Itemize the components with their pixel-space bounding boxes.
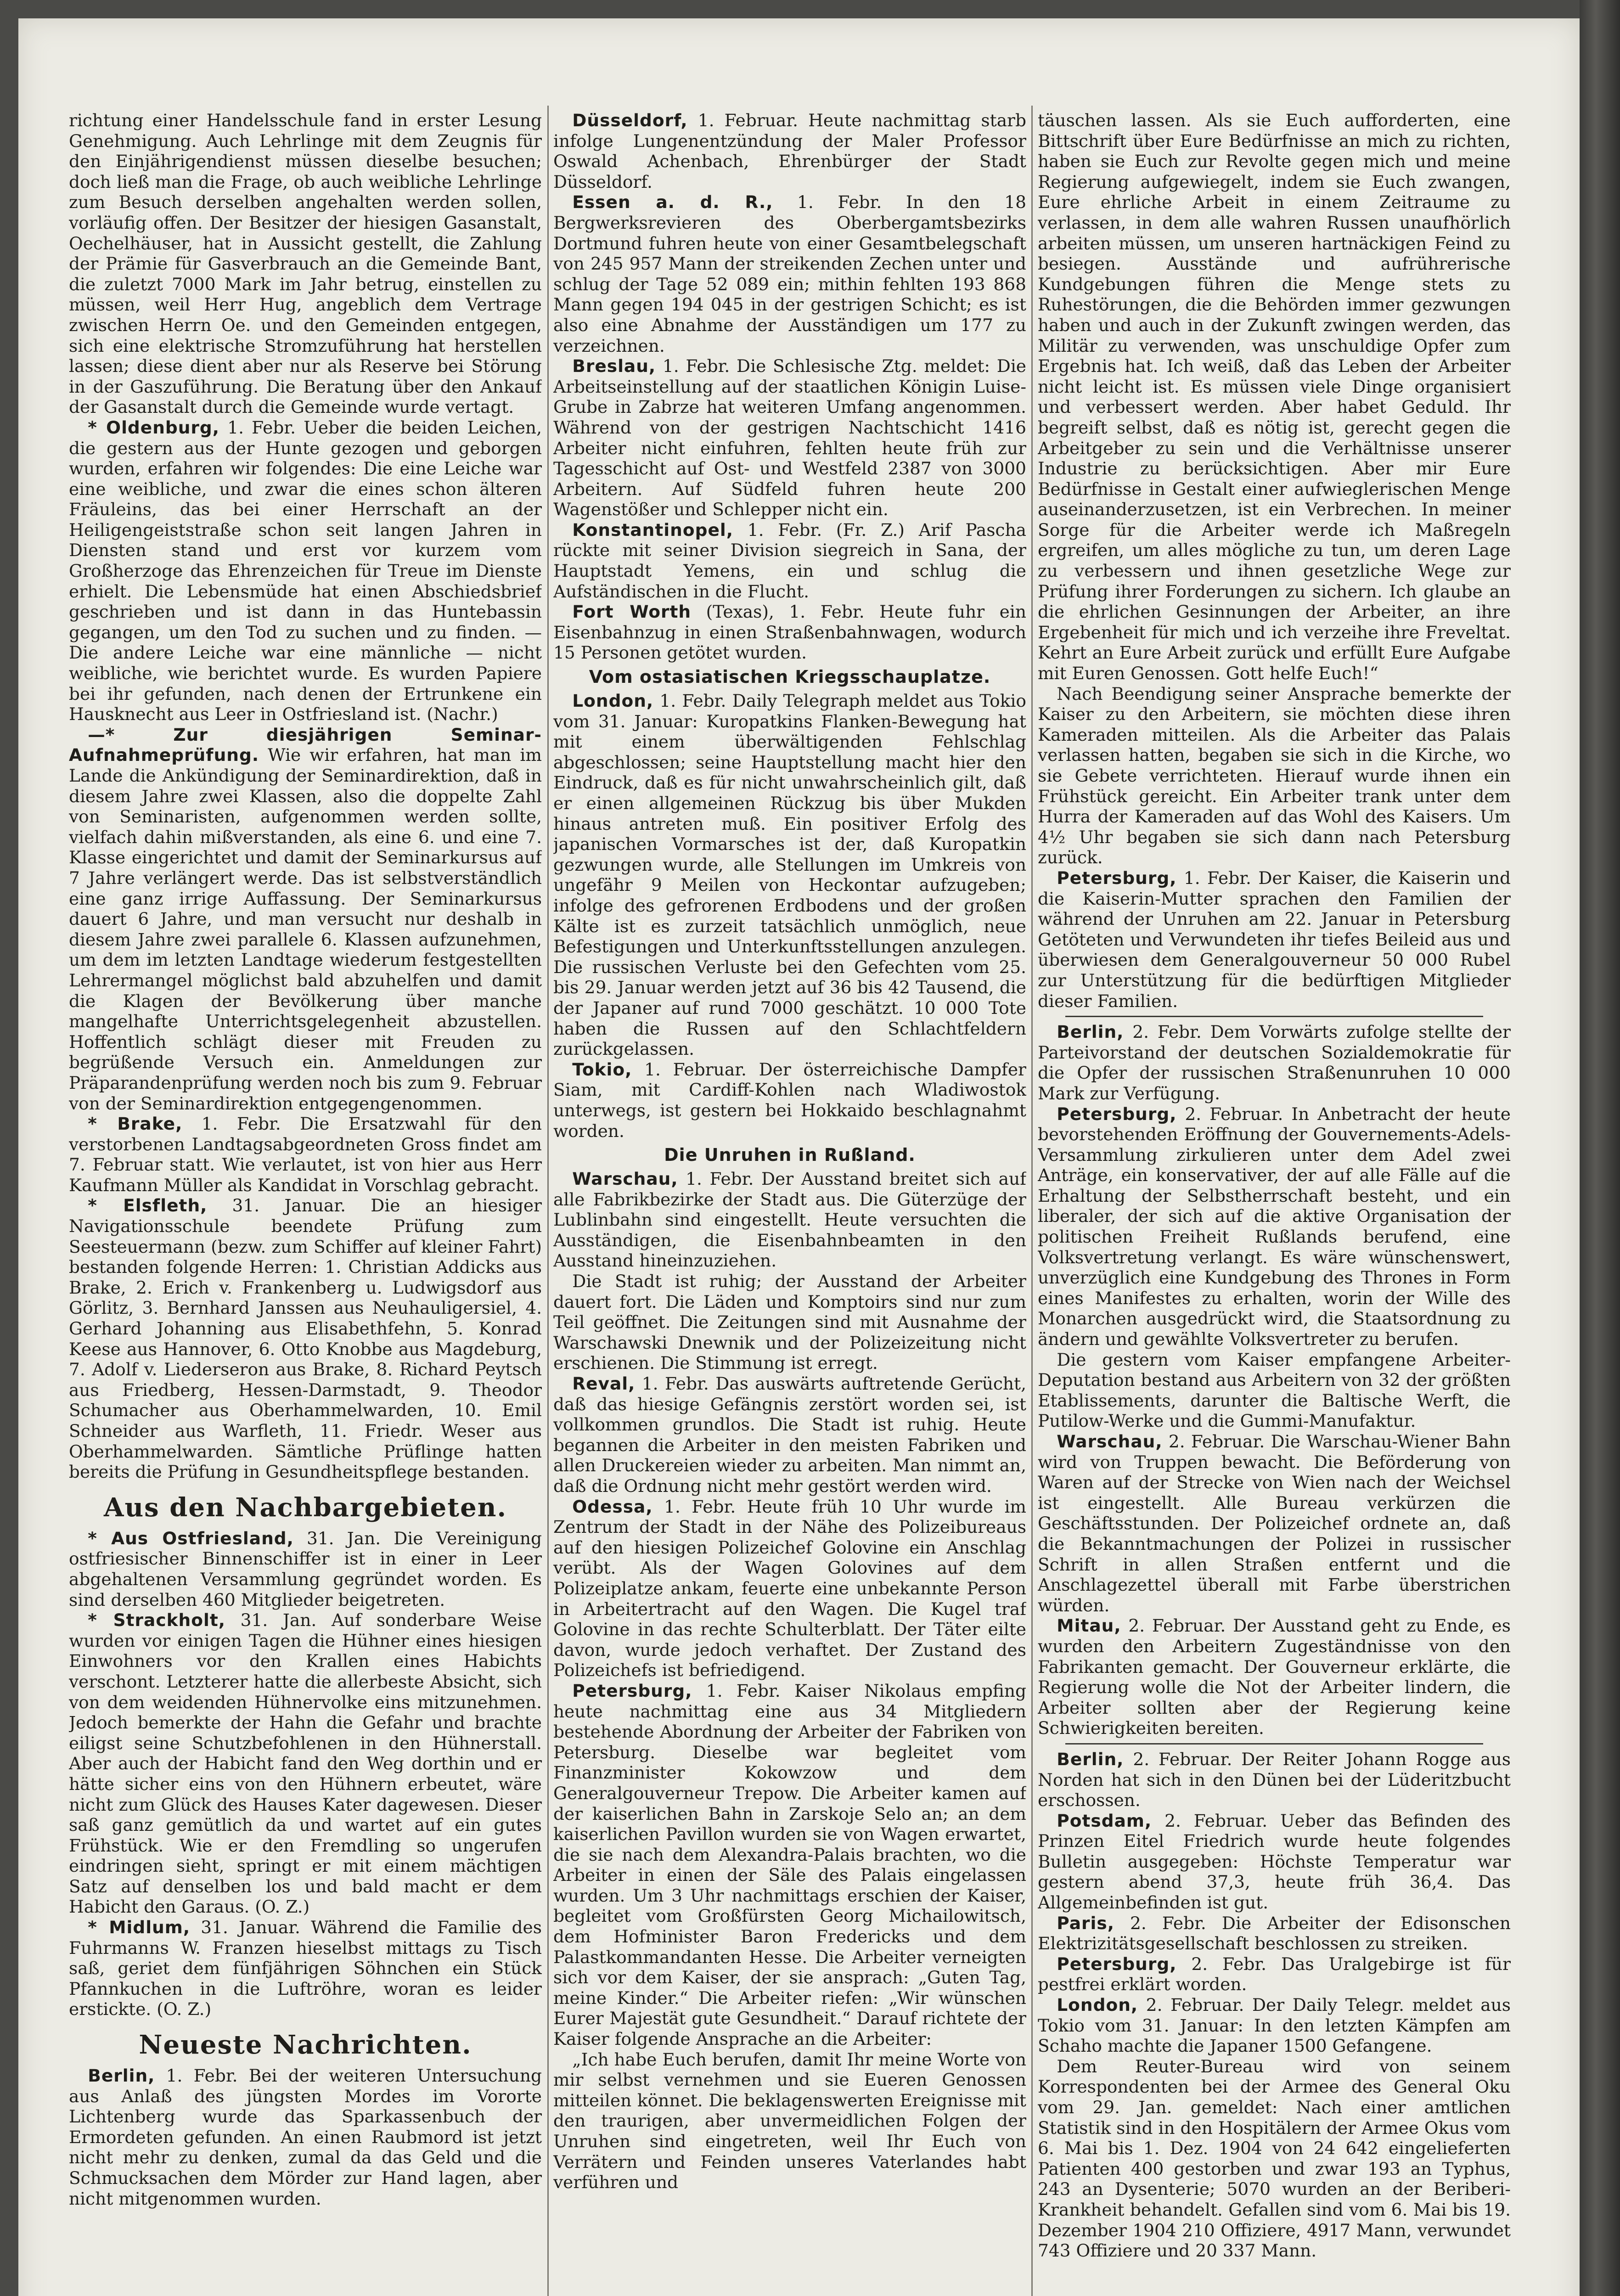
section-heading: Neueste Nachrichten. bbox=[139, 2030, 472, 2060]
dateline: * Strackholt, bbox=[88, 1610, 226, 1631]
dateline: Paris, bbox=[1057, 1913, 1114, 1933]
dateline: Düsseldorf, bbox=[572, 110, 688, 130]
paragraph-text: Nach Beendigung seiner Ansprache bemerkte der Kaiser zu den Arbeitern, sie möchten diese ihren Kameraden mitteilen. Als die Arbeiter das Palais verlassen hatten, begaben sie sich in die Kirche, wo sie Gebete verrichteten. Hierauf wurde ihnen ein Frühstück gereicht. Ein Arbeiter trank unter dem Hurra der Kameraden auf das Wohl des Kaisers. Um 4½ Uhr begaben sie sich dann nach Petersburg zurück. bbox=[1038, 683, 1511, 868]
paragraph-text: 1. Februar. Der österreichische Dampfer Siam, mit Cardiff-Kohlen nach Wladiwostok unterwegs, ist gestern bei Hokkaido beschlagnahmt worden. bbox=[553, 1059, 1026, 1141]
binding-edge bbox=[1580, 0, 1620, 2296]
article-paragraph bbox=[69, 1528, 542, 1610]
paragraph-text: „Ich habe Euch berufen, damit Ihr meine Worte von mir selbst vernehmen und sie Eueren Genossen mitteilen könnet. Die beklagenswerten Ereignisse mit den traurigen, aber unvermeidlichen Folgen der Unruhen sind eingetreten, weil Ihr Euch von Verrätern und Feinden unseres Vaterlandes habt verführen und bbox=[553, 2049, 1026, 2193]
column-2 bbox=[553, 110, 1026, 2296]
dateline: —* Zur diesjährigen Seminar-Aufnahmeprüfung. bbox=[69, 724, 542, 765]
article-paragraph bbox=[553, 192, 1026, 356]
article-paragraph bbox=[1038, 1615, 1511, 1739]
article-paragraph bbox=[1038, 1431, 1511, 1615]
article-paragraph bbox=[1038, 684, 1511, 868]
paragraph-text: Wie wir erfahren, hat man im Lande die Ankündigung der Seminardirektion, daß in diesem Jahre zwei Klassen, also die doppelte Zahl von Seminaristen, aufgenommen werden sollte, vielfach dahin mißverstanden, als eine 6. und eine 7. Klasse eingerichtet und damit der Seminarkursus auf 7 Jahre verlängert werde. Das ist selbstverständlich eine ganz irrige Auffassung. Der Seminarkursus dauert 6 Jahre, und man versucht nur deshalb in diesem Jahre zwei parallele 6. Klassen aufzunehmen, um dem im letzten Landtage wiederum festgestellten Lehrermangel möglichst bald abzuhelfen und damit die Klagen der Bevölkerung über manche mangelhafte Unterrichtsgelegenheit abzustellen. Hoffentlich schlägt dieser mit Freuden zu begrüßende Versuch ein. Anmeldungen zur Präparandenprüfung werden noch bis zum 9. Februar von der Seminardirektion entgegengenommen. bbox=[69, 745, 542, 1114]
article-paragraph bbox=[1038, 1350, 1511, 1431]
dateline: Essen a. d. R., bbox=[572, 192, 773, 213]
dateline: Petersburg, bbox=[1057, 1953, 1177, 1974]
paragraph-text: 2. Febr. Das Uralgebirge ist für pestfrei erklärt worden. bbox=[1038, 1953, 1511, 1995]
paragraph-text: täuschen lassen. Als sie Euch aufforderten, eine Bittschrift über Eure Bedürfnisse an mich zu richten, haben sie Euch zur Revolte gegen mich und meine Regierung aufgewiegelt, indem sie Euch zwangen, Eure ehrliche Arbeit in einem Zeitraume zu verlassen, in dem alle wahren Russen unaufhörlich arbeiten müssen, um unseren hartnäckigen Feind zu besiegen. Ausstände und aufrührerische Kundgebungen führen die Menge stets zu Ruhestörungen, die die Behörden immer gezwungen haben und auch in der Zukunft zwingen werden, das Militär zu verwenden, was unschuldige Opfer zum Ergebnis hat. Ich weiß, daß das Leben der Arbeiter nicht leicht ist. Es müssen viele Dinge organisiert und verbessert werden. Aber habet Geduld. Ihr begreift selbst, daß es nötig ist, gerecht gegen die Arbeitgeber zu sein und die Verhältnisse unserer Industrie zu berücksichtigen. Aber mir Eure Bedürfnisse in Gestalt einer aufwieglerischen Menge auseinanderzusetzen, ist ein Verbrechen. In meiner Sorge für die Arbeiter werde ich Maßregeln ergreifen, um alles mögliche zu tun, um deren Lage zu verbessern und ihnen gesetzliche Wege zur Prüfung ihrer Forderungen zu sichern. Ich glaube an die ehrlichen Gesinnungen der Arbeiter, an ihre Ergebenheit für mich und ich verzeihe ihre Freveltat. Kehrt an Eure Arbeit zurück und erfüllt Eure Aufgabe mit Euren Genossen. Gott helfe Euch!“ bbox=[1038, 110, 1511, 684]
paragraph-text: 2. Februar. Der Ausstand geht zu Ende, es wurden den Arbeitern Zugeständnisse von den Fabrikanten gemacht. Der Gouverneur erklärte, die Regierung wolle die Not der Arbeiter lindern, die Arbeiter sollten aber der Regierung keine Schwierigkeiten bereiten. bbox=[1038, 1615, 1511, 1739]
paragraph-text: 2. Februar. Die Warschau-Wiener Bahn wird von Truppen bewacht. Die Beförderung von Waren auf der Strecke von Wien nach der Weichsel ist eingestellt. Alle Bureau verkürzen die Geschäftsstunden. Der Polizeichef ordnete an, daß die Bekanntmachungen der Polizei in russischer Schrift in allen Straßen entfernt und die Anschlagezettel überall mit Farbe überstrichen würden. bbox=[1038, 1431, 1511, 1615]
paragraph-text: Die gestern vom Kaiser empfangene Arbeiter-Deputation bestand aus Arbeitern von 32 der größten Etablissements, darunter die Baltische Werft, die Putilow-Werke und die Gummi-Manufaktur. bbox=[1038, 1349, 1511, 1431]
paragraph-text: 1. Februar. Heute nachmittag starb infolge Lungenentzündung der Maler Professor Oswald Achenbach, Ehrenbürger der Stadt Düsseldorf. bbox=[553, 110, 1026, 192]
dateline: Berlin, bbox=[1057, 1022, 1124, 1042]
article-paragraph bbox=[69, 1114, 542, 1195]
section-heading: Aus den Nachbargebieten. bbox=[104, 1492, 507, 1523]
newspaper-page bbox=[18, 18, 1580, 2296]
section-rule bbox=[1065, 1743, 1483, 1745]
article-paragraph bbox=[553, 602, 1026, 663]
article-paragraph bbox=[69, 1195, 542, 1482]
paragraph-text: 2. Febr. Die Arbeiter der Edisonschen Elektrizitätsgesellschaft beschlossen zu streiken. bbox=[1038, 1913, 1511, 1954]
section-rule bbox=[1065, 1016, 1483, 1017]
paragraph-text: 1. Febr. In den 18 Bergwerksrevieren des Oberbergamtsbezirks Dortmund fuhren heute von einer Gesamtbelegschaft von 245 957 Mann der streikenden Zechen unter und schlug der Tage 52 089 ein; mithin fehlten 193 868 Mann gegen 194 045 in der gestrigen Schicht; es ist also eine Abnahme der Ausständigen um 177 zu verzeichnen. bbox=[553, 192, 1026, 356]
article-paragraph bbox=[553, 1373, 1026, 1497]
paragraph-text: 1. Febr. Der Ausstand breitet sich auf alle Fabrikbezirke der Stadt aus. Die Güterzüge der Lublinbahn sind eingestellt. Heute versuchten die Ausständigen, die Eisenbahnbeamten in den Ausstand hineinzuziehen. bbox=[553, 1169, 1026, 1271]
article-paragraph bbox=[553, 110, 1026, 192]
dateline: Breslau, bbox=[572, 356, 656, 377]
paragraph-text: 2. Februar. Der Daily Telegr. meldet aus Tokio vom 31. Januar: In den letzten Kämpfen am Schaho machte die Japaner 1500 Gefangene. bbox=[1038, 1995, 1511, 2056]
paragraph-text: richtung einer Handelsschule fand in erster Lesung Genehmigung. Auch Lehrlinge mit dem Zeugnis für den Einjährigendienst müssen dieselbe besuchen; doch ließ man die Frage, ob auch weibliche Lehrlinge zum Besuch derselben angehalten werden sollen, vorläufig offen. Der Besitzer der hiesigen Gasanstalt, Oechelhäuser, hat in Aussicht gestellt, die Zahlung der Prämie für Gasverbrauch an die Gemeinde Bant, die zuletzt 7000 Mark im Jahr betrug, einstellen zu müssen, weil Herr Hug, angeblich dem Vertrage zwischen Herrn Oe. und den Gemeinden entgegen, sich eine elektrische Stromzuführung hat herstellen lassen; diese dient aber nur als Reserve bei Störung in der Gaszuführung. Die Beratung über den Ankauf der Gasanstalt durch die Gemeinde wurde vertagt. bbox=[69, 110, 542, 417]
article-paragraph bbox=[553, 1059, 1026, 1141]
paragraph-text: (Texas), 1. Febr. Heute fuhr ein Eisenbahnzug in einen Straßenbahnwagen, wodurch 15 Personen getötet wurden. bbox=[553, 602, 1026, 663]
sub-heading: Die Unruhen in Rußland. bbox=[664, 1145, 916, 1165]
article-paragraph bbox=[553, 1271, 1026, 1373]
article-paragraph bbox=[69, 1917, 542, 2020]
paragraph-text: 2. Februar. Der Reiter Johann Rogge aus Norden hat sich in den Dünen bei der Lüderitzbucht erschossen. bbox=[1038, 1749, 1511, 1811]
column-3 bbox=[1038, 110, 1511, 2296]
dateline: Berlin, bbox=[88, 2065, 155, 2086]
dateline: Tokio, bbox=[572, 1059, 632, 1080]
paragraph-text: 2. Febr. Dem Vorwärts zufolge stellte der Parteivorstand der deutschen Sozialdemokratie für die Opfer der russischen Straßenunruhen 10 000 Mark zur Verfügung. bbox=[1038, 1022, 1511, 1103]
dateline: * Brake, bbox=[88, 1114, 183, 1134]
article-paragraph bbox=[69, 110, 542, 417]
dateline: * Midlum, bbox=[88, 1917, 191, 1938]
article-paragraph bbox=[553, 691, 1026, 1059]
paragraph-text: 1. Febr. Kaiser Nikolaus empfing heute nachmittag eine aus 34 Mitgliedern bestehende Abordnung der Arbeiter der Fabriken von Petersburg. Dieselbe war begleitet vom Finanzminister Kokowzow und dem Generalgouverneur Trepow. Die Arbeiter kamen auf der kaiserlichen Bahn in Zarskoje Selo an; an dem kaiserlichen Pavillon wurden sie von Wagen erwartet, die sie nach dem Alexandra-Palais brachten, wo die Arbeiter in einen der Säle des Palais eingelassen wurden. Um 3 Uhr nachmittags erschien der Kaiser, begleitet vom Großfürsten Georg Michailowitsch, dem Hofminister Baron Fredericks und dem Palastkommandanten Hesse. Die Arbeiter verneigten sich vor dem Kaiser, der sie ansprach: „Guten Tag, meine Kinder.“ Die Arbeiter riefen: „Wir wünschen Eurer Majestät gute Gesundheit.“ Darauf richtete der Kaiser folgende Ansprache an die Arbeiter: bbox=[553, 1680, 1026, 2049]
column-rule bbox=[1031, 106, 1033, 2296]
article-paragraph bbox=[69, 2065, 542, 2209]
dateline: Reval, bbox=[572, 1373, 636, 1394]
dateline: Warschau, bbox=[572, 1169, 678, 1189]
article-paragraph bbox=[553, 1497, 1026, 1681]
paragraph-text: Dem Reuter-Bureau wird von seinem Korrespondenten bei der Armee des General Oku vom 29. Jan. gemeldet: Nach einer amtlichen Statistik sind in den Hospitälern der Armee Okus vom 6. Mai bis 1. Dez. 1904 von 24 642 eingelieferten Patienten 400 gestorben und zwar 193 an Typhus, 243 an Dysenterie; 5070 wurden an der Beriberi-Krankheit behandelt. Gefallen sind vom 6. Mai bis 19. Dezember 1904 210 Offiziere, 4917 Mann, verwundet 743 Offiziere und 20 337 Mann. bbox=[1038, 2056, 1511, 2261]
dateline: Potsdam, bbox=[1057, 1810, 1152, 1831]
paragraph-text: 2. Februar. In Anbetracht der heute bevorstehenden Eröffnung der Gouvernements-Adels-Versammlung zirkulieren unter dem Adel zwei Anträge, ein konservativer, der auf alle Fälle auf die Erhaltung der Selbstherrschaft besteht, und ein liberaler, der sich auf die aktive Organisation der politischen Freiheit Rußlands berufend, eine Volksvertretung verlangt. Es wäre wünschenswert, unverzüglich eine Kundgebung des Thrones in Form eines Manifestes zu erhalten, worin der Wille des Monarchen ausgedrückt wird, die Staatsordnung zu ändern und gewählte Volksvertreter zu berufen. bbox=[1038, 1103, 1511, 1350]
article-paragraph bbox=[1038, 1749, 1511, 1811]
article-paragraph bbox=[69, 417, 542, 725]
article-paragraph bbox=[1038, 1104, 1511, 1350]
paragraph-text: 2. Februar. Ueber das Befinden des Prinzen Eitel Friedrich wurde heute folgendes Bulletin ausgegeben: Höchste Temperatur war gestern abend 37,3, heute früh 36,4. Das Allgemeinbefinden ist gut. bbox=[1038, 1810, 1511, 1913]
article-paragraph bbox=[69, 725, 542, 1114]
article-paragraph bbox=[553, 520, 1026, 602]
paragraph-text: 1. Febr. Heute früh 10 Uhr wurde im Zentrum der Stadt in der Nähe des Polizeibureaus auf den hiesigen Polizeichef Golovine ein Anschlag verübt. Als der Wagen Golovines auf dem Polizeiplatze ankam, feuerte eine unbekannte Person in Arbeitertracht auf den Wagen. Die Kugel traf Golovine in das rechte Schulterblatt. Der Täter eilte davon, wurde jedoch verhaftet. Der Zustand des Polizeichefs ist befriedigend. bbox=[553, 1496, 1026, 1681]
paragraph-text: 1. Febr. Ueber die beiden Leichen, die gestern aus der Hunte gezogen und geborgen wurden, erfahren wir folgendes: Die eine Leiche war eine weibliche, und zwar die eines schon älteren Fräuleins, das bei einer Herrschaft an der Heiligengeiststraße schon seit langen Jahren in Diensten stand und erst vor kurzem vom Großherzoge das Ehrenzeichen für Treue im Dienste erhielt. Die Lebensmüde hat einen Abschiedsbrief geschrieben und ist dann in das Huntebassin gegangen, um den Tod zu suchen und zu finden. — Die andere Leiche war eine männliche — nicht weibliche, wie berichtet wurde. Es wurden Papiere bei ihr gefunden, nach denen der Ertrunkene ein Hausknecht aus Leer in Ostfriesland ist. (Nachr.) bbox=[69, 417, 542, 725]
dateline: Berlin, bbox=[1057, 1749, 1124, 1769]
sub-heading: Vom ostasiatischen Kriegsschauplatze. bbox=[589, 667, 991, 687]
article-paragraph bbox=[553, 1681, 1026, 2049]
dateline: Petersburg, bbox=[1057, 867, 1177, 888]
article-paragraph bbox=[553, 356, 1026, 520]
paragraph-text: Die Stadt ist ruhig; der Ausstand der Arbeiter dauert fort. Die Läden und Komptoirs sind nur zum Teil geöffnet. Die Zeitungen sind mit Ausnahme der Warschawski Dnewnik und der Polizeizeitung nicht erschienen. Die Stimmung ist erregt. bbox=[553, 1271, 1026, 1373]
dateline: Petersburg, bbox=[1057, 1103, 1177, 1124]
column-rule bbox=[547, 106, 549, 2296]
dateline: * Aus Ostfriesland, bbox=[88, 1528, 294, 1548]
dateline: * Oldenburg, bbox=[88, 417, 220, 438]
article-paragraph bbox=[1038, 1995, 1511, 2056]
paragraph-text: 31. Januar. Während die Familie des Fuhrmanns W. Franzen hieselbst mittags zu Tisch saß, geriet dem fünfjährigen Söhnchen ein Stück Pfannkuchen in die Luftröhre, woran es leider erstickte. (O. Z.) bbox=[69, 1917, 542, 2020]
article-paragraph bbox=[1038, 2056, 1511, 2261]
paragraph-text: 31. Januar. Die an hiesiger Navigationsschule beendete Prüfung zum Seesteuermann (bezw. zum Schiffer auf kleiner Fahrt) bestanden folgende Herren: 1. Christian Addicks aus Brake, 2. Erich v. Frankenberg u. Ludwigsdorf aus Görlitz, 3. Bernhard Janssen aus Neuhauligersiel, 4. Gerhard Johanning aus Elisabethfehn, 5. Konrad Keese aus Hannover, 6. Otto Knobbe aus Magdeburg, 7. Adolf v. Liederseron aus Brake, 8. Richard Peytsch aus Friedberg, Hessen-Darmstadt, 9. Theodor Schumacher aus Oberhammelwarden, 10. Emil Schneider aus Warfleth, 11. Friedr. Weser aus Oberhammelwarden. Sämtliche Prüflinge hatten bereits die Prüfung in Gesundheitspflege bestanden. bbox=[69, 1195, 542, 1482]
paragraph-text: 1. Febr. Die Schlesische Ztg. meldet: Die Arbeitseinstellung auf der staatlichen Königin Luise-Grube in Zabrze hat weiteren Umfang angenommen. Während von der gestrigen Nachtschicht 1416 Arbeiter nicht einfuhren, fehlten heute früh zur Tagesschicht auf Ost- und Westfeld 2387 von 3000 Arbeitern. Auf Südfeld fuhren heute 200 Wagenstößer und Schlepper nicht ein. bbox=[553, 356, 1026, 520]
paragraph-text: 1. Febr. Das auswärts auftretende Gerücht, daß das hiesige Gefängnis zerstört worden sei, ist vollkommen grundlos. Die Stadt ist ruhig. Heute begannen die Arbeiter in den meisten Fabriken und allen Druckereien wieder zu arbeiten. Man nimmt an, daß die Ordnung nicht mehr gestört werden wird. bbox=[553, 1373, 1026, 1496]
dateline: * Elsfleth, bbox=[88, 1195, 208, 1216]
paragraph-text: 1. Febr. Der Kaiser, die Kaiserin und die Kaiserin-Mutter sprachen den Familien der während der Unruhen am 22. Januar in Petersburg Getöteten und Verwundeten ihr tiefes Beileid aus und überwiesen dem Generalgouverneur 50 000 Rubel zur Unterstützung für die bedürftigen Mitglieder dieser Familien. bbox=[1038, 867, 1511, 1011]
dateline: Mitau, bbox=[1057, 1615, 1121, 1636]
paragraph-text: 1. Febr. Die Ersatzwahl für den verstorbenen Landtagsabgeordneten Gross findet am 7. Februar statt. Wie verlautet, ist von hier aus Herr Kaufmann Müller als Kandidat in Vorschlag gebracht. bbox=[69, 1114, 542, 1195]
dateline: Odessa, bbox=[572, 1496, 653, 1517]
article-paragraph bbox=[553, 1169, 1026, 1271]
dateline: Fort Worth bbox=[572, 602, 692, 622]
paragraph-text: 31. Jan. Auf sonderbare Weise wurden vor einigen Tagen die Hühner eines hiesigen Einwohners vor den Krallen eines Habichts verschont. Letzterer hatte die allerbeste Absicht, sich von dem weidenden Hühnervolke eins mitzunehmen. Jedoch bemerkte der Hahn die Gefahr und brachte eiligst seine Schutzbefohlenen in den Hühnerstall. Aber auch der Habicht fand den Weg dorthin und er hätte sicher eins von den Hühnern erbeutet, wäre nicht zum Glück des Hauses Kater dagewesen. Dieser saß ganz gemütlich da und wartet auf ein gutes Frühstück. Wie er den Fremdling so ungerufen eindringen sieht, springt er mit einem mächtigen Satz auf denselben los und bald macht er dem Habicht den Garaus. (O. Z.) bbox=[69, 1610, 542, 1917]
article-paragraph bbox=[1038, 1811, 1511, 1913]
article-paragraph bbox=[1038, 1954, 1511, 1995]
column-1 bbox=[69, 110, 542, 2296]
paragraph-text: 1. Febr. (Fr. Z.) Arif Pascha rückte mit seiner Division siegreich in Sana, der Hauptstadt Yemens, ein und schlug die Aufständischen in die Flucht. bbox=[553, 519, 1026, 602]
dateline: London, bbox=[1057, 1995, 1138, 2015]
dateline: London, bbox=[572, 691, 654, 711]
article-paragraph bbox=[1038, 1913, 1511, 1954]
dateline: Konstantinopel, bbox=[572, 519, 733, 540]
article-paragraph bbox=[553, 2049, 1026, 2193]
article-paragraph bbox=[1038, 868, 1511, 1011]
paragraph-text: 31. Jan. Die Vereinigung ostfriesischer Binnenschiffer ist in einer in Leer abgehaltenen Versammlung gegründet worden. Es sind derselben 460 Mitglieder beigetreten. bbox=[69, 1528, 542, 1610]
dateline: Petersburg, bbox=[572, 1680, 692, 1701]
paragraph-text: 1. Febr. Bei der weiteren Untersuchung aus Anlaß des jüngsten Mordes im Vororte Lichtenberg wurde das Sparkassenbuch der Ermordeten gefunden. An einen Raubmord ist jetzt nicht mehr zu denken, zumal da das Geld und die Schmucksachen dem Mörder zur Hand lagen, aber nicht mitgenommen wurden. bbox=[69, 2065, 542, 2209]
article-paragraph bbox=[69, 1610, 542, 1917]
paragraph-text: 1. Febr. Daily Telegraph meldet aus Tokio vom 31. Januar: Kuropatkins Flanken-Bewegung hat mit einem überwältigenden Fehlschlag abgeschlossen; seine Hauptstellung macht hier den Eindruck, daß es für nicht unwahrscheinlich gilt, daß er einen allgemeinen Rückzug bis über Mukden hinaus antreten muß. Ein positiver Erfolg des japanischen Vormarsches ist der, daß Kuropatkin gezwungen wurde, alle Stellungen im Umkreis von ungefähr 9 Meilen von Heckontar aufzugeben; infolge des gefrorenen Erdbodens und der großen Kälte ist es zurzeit tatsächlich unmöglich, neue Befestigungen und Unterkunftsstellungen anzulegen. Die russischen Verluste bei den Gefechten vom 25. bis 29. Januar werden jetzt auf 36 bis 42 Tausend, die der Japaner auf rund 7000 geschätzt. 10 000 Tote haben die Russen auf den Schlachtfeldern zurückgelassen. bbox=[553, 691, 1026, 1059]
dateline: Warschau, bbox=[1057, 1431, 1163, 1452]
article-paragraph bbox=[1038, 110, 1511, 684]
article-paragraph bbox=[1038, 1022, 1511, 1103]
